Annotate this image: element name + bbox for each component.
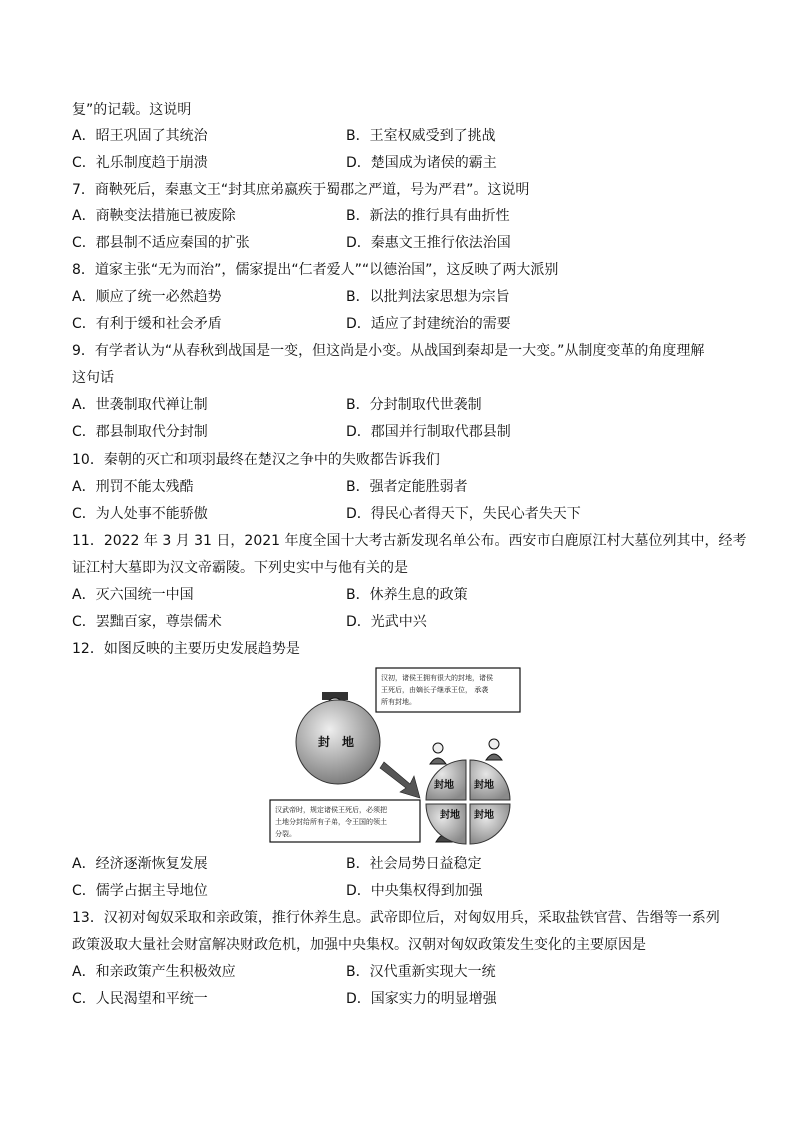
bottom-caption-line-3: 分裂。 <box>275 830 296 838</box>
q10-option-d: D．得民心者得天下，失民心者失天下 <box>346 506 581 522</box>
q8-option-a: A．顺应了统一必然趋势 <box>72 289 222 305</box>
bottom-caption-line-1: 汉武帝时，规定诸侯王死后，必须把 <box>275 806 387 814</box>
enfeoffment-illustration <box>268 664 524 846</box>
q11-stem-line2: 证江村大墓即为汉文帝霸陵。下列史实中与他有关的是 <box>72 560 408 576</box>
q10-option-a: A．刑罚不能太残酷 <box>72 479 194 495</box>
q9-option-c: C．郡县制取代分封制 <box>72 424 208 440</box>
q8-option-c: C．有利于缓和社会矛盾 <box>72 316 222 332</box>
q8-option-b: B．以批判法家思想为宗旨 <box>346 289 510 305</box>
q13-option-d: D．国家实力的明显增强 <box>346 991 497 1007</box>
q13-option-a: A．和亲政策产生积极效应 <box>72 964 236 980</box>
q10-option-b: B．强者定能胜弱者 <box>346 479 468 495</box>
q9-stem-line2: 这句话 <box>72 370 114 386</box>
q9-stem-line1: 9．有学者认为“从春秋到战国是一变，但这尚是小变。从战国到秦却是一大变。”从制度变革的角度理解 <box>72 343 705 359</box>
q10-option-c: C．为人处事不能骄傲 <box>72 506 208 522</box>
q7-stem: 7．商鞅死后，秦惠文王“封其庶弟嬴疾于蜀郡之严道，号为严君”。这说明 <box>72 182 530 198</box>
q6-option-c: C．礼乐制度趋于崩溃 <box>72 155 208 171</box>
q12-option-d: D．中央集权得到加强 <box>346 883 483 899</box>
q7-option-d: D．秦惠文王推行依法治国 <box>346 235 511 251</box>
fief-label-4: 封地 <box>474 810 494 821</box>
q6-stem-continuation: 复”的记载。这说明 <box>72 102 192 118</box>
top-caption-line-1: 汉初，诸侯王拥有很大的封地，诸侯 <box>381 674 493 682</box>
top-caption-line-2: 王死后，由嫡长子继承王位， 承袭 <box>381 686 489 694</box>
q11-stem-line1: 11．2022 年 3 月 31 日，2021 年度全国十大考古新发现名单公布。西安市白鹿原江村大墓位列其中，经考 <box>72 533 747 549</box>
q7-option-c: C．郡县制不适应秦国的扩张 <box>72 235 250 251</box>
q6-option-b: B．王室权威受到了挑战 <box>346 128 496 144</box>
q13-stem-line1: 13．汉初对匈奴采取和亲政策，推行休养生息。武帝即位后，对匈奴用兵，采取盐铁官营、告缗等一系列 <box>72 910 720 926</box>
q7-option-b: B．新法的推行具有曲折性 <box>346 208 510 224</box>
fief-label-3: 封地 <box>440 810 460 821</box>
q12-stem: 12．如图反映的主要历史发展趋势是 <box>72 641 300 657</box>
q12-option-c: C．儒学占据主导地位 <box>72 883 208 899</box>
arrow-icon <box>380 762 420 798</box>
fief-label-1: 封地 <box>434 780 454 791</box>
big-territory-label: 封 地 <box>318 735 355 749</box>
top-caption-line-3: 所有封地。 <box>381 698 416 706</box>
divided-territory-sphere <box>426 760 510 844</box>
q13-stem-line2: 政策汲取大量社会财富解决财政危机，加强中央集权。汉朝对匈奴政策发生变化的主要原因是 <box>72 937 646 953</box>
q12-option-a: A．经济逐渐恢复发展 <box>72 856 208 872</box>
q8-option-d: D．适应了封建统治的需要 <box>346 316 511 332</box>
q11-option-a: A．灭六国统一中国 <box>72 587 194 603</box>
q9-option-a: A．世袭制取代禅让制 <box>72 397 208 413</box>
q8-stem: 8．道家主张“无为而治”，儒家提出“仁者爱人”“以德治国”，这反映了两大派别 <box>72 262 559 278</box>
q9-option-b: B．分封制取代世袭制 <box>346 397 482 413</box>
q9-option-d: D．郡国并行制取代郡县制 <box>346 424 511 440</box>
q7-option-a: A．商鞅变法措施已被废除 <box>72 208 236 224</box>
bottom-caption-line-2: 土地分封给所有子弟，令王国的领土 <box>275 818 387 826</box>
q10-stem: 10．秦朝的灭亡和项羽最终在楚汉之争中的失败都告诉我们 <box>72 452 440 468</box>
q11-option-b: B．休养生息的政策 <box>346 587 468 603</box>
fief-label-2: 封地 <box>474 780 494 791</box>
q11-option-c: C．罢黜百家，尊崇儒术 <box>72 614 222 630</box>
q13-option-c: C．人民渴望和平统一 <box>72 991 208 1007</box>
q6-option-a: A．昭王巩固了其统治 <box>72 128 208 144</box>
q12-option-b: B．社会局势日益稳定 <box>346 856 482 872</box>
q6-option-d: D．楚国成为诸侯的霸主 <box>346 155 497 171</box>
q11-option-d: D．光武中兴 <box>346 614 427 630</box>
q13-option-b: B．汉代重新实现大一统 <box>346 964 496 980</box>
